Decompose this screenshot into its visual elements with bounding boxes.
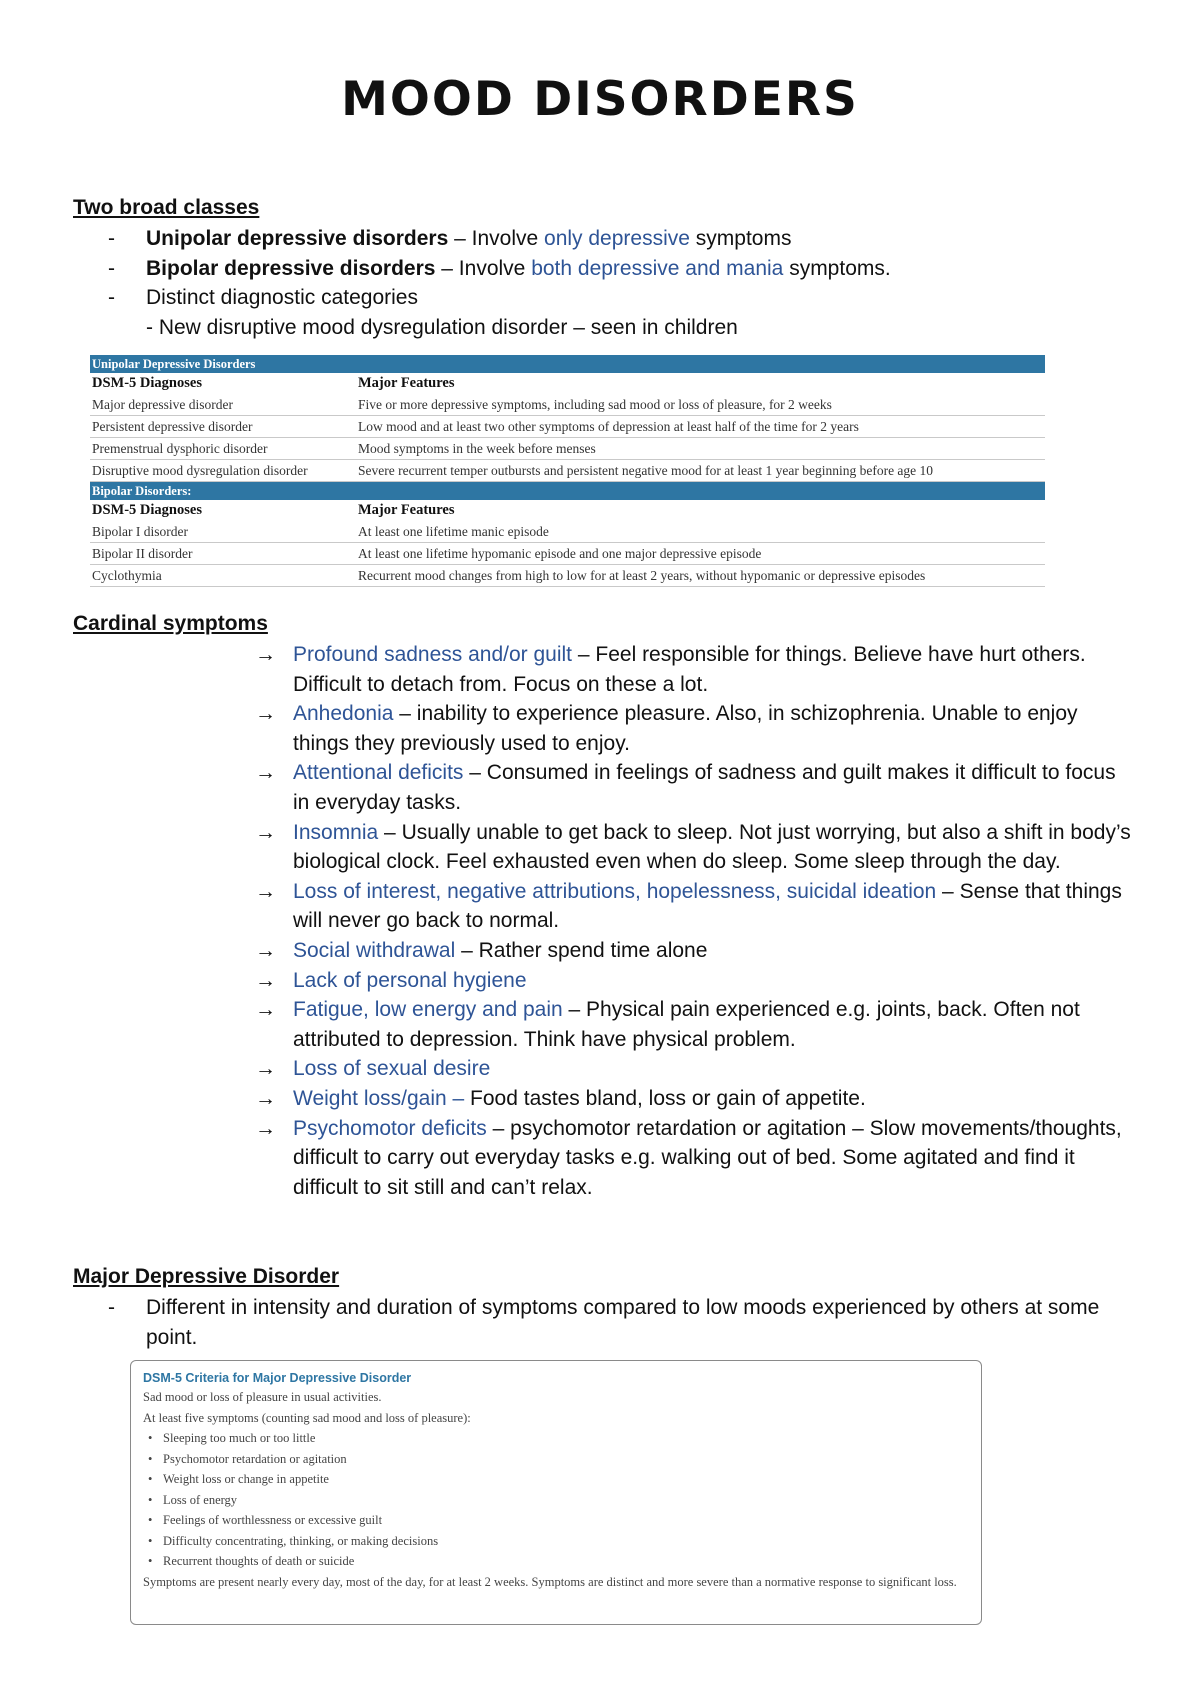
list-item: - Bipolar depressive disorders – Involve both depressive and mania symptoms.	[108, 256, 891, 280]
table-row: Disruptive mood dysregulation disorder Severe recurrent temper outbursts and persistent negative mood for at least 1 year beginning before age 10	[90, 460, 1045, 482]
criteria-line: At least five symptoms (counting sad mood and loss of pleasure):	[143, 1411, 471, 1425]
list-item: → Psychomotor deficits – psychomotor retardation or agitation – Slow movements/thoughts, difficult to carry out everyday tasks e.g. walking out of bed. Some agitated and find it difficult to sit still and can’t relax.	[255, 1114, 1135, 1203]
criteria-line: Sad mood or loss of pleasure in usual activities.	[143, 1390, 382, 1404]
section-heading-cardinal-symptoms: Cardinal symptoms	[73, 612, 268, 635]
list-item: • Loss of energy	[148, 1492, 238, 1507]
arrow-icon: →	[255, 998, 276, 1022]
page-title: MOOD DISORDERS	[341, 72, 859, 127]
arrow-icon: →	[255, 968, 276, 992]
list-item: - Distinct diagnostic categories	[108, 286, 418, 309]
table-band-unipolar: Unipolar Depressive Disorders	[90, 355, 1045, 373]
arrow-icon: →	[255, 1057, 276, 1081]
arrow-icon: →	[255, 879, 276, 903]
table-row: Premenstrual dysphoric disorder Mood symptoms in the week before menses	[90, 438, 1045, 460]
mdd-list	[108, 1293, 1118, 1352]
dsm5-mdd-criteria-box	[130, 1360, 982, 1625]
table-header-row: DSM-5 Diagnoses Major Features	[92, 375, 455, 391]
list-item: • Feelings of worthlessness or excessive guilt	[148, 1513, 383, 1527]
list-item: → Social withdrawal – Rather spend time alone	[255, 936, 1135, 966]
list-item: → Fatigue, low energy and pain – Physical pain experienced e.g. joints, back. Often not attributed to depression. Think have physical problem.	[255, 995, 1135, 1054]
table-band-bipolar: Bipolar Disorders:	[90, 482, 1045, 501]
list-item: • Recurrent thoughts of death or suicide	[148, 1554, 355, 1568]
table-row: Bipolar I disorder At least one lifetime manic episode	[90, 521, 1045, 543]
arrow-icon: →	[255, 702, 276, 726]
list-item: • Psychomotor retardation or agitation	[148, 1451, 347, 1466]
table-header-row: DSM-5 Diagnoses Major Features	[92, 502, 455, 518]
list-item: → Weight loss/gain – Food tastes bland, loss or gain of appetite.	[255, 1084, 1135, 1114]
arrow-icon: →	[255, 820, 276, 844]
list-item: → Attentional deficits – Consumed in feelings of sadness and guilt makes it difficult to focus in everyday tasks.	[255, 758, 1135, 817]
list-item: → Insomnia – Usually unable to get back to sleep. Not just worrying, but also a shift in body’s biological clock. Feel exhausted even when do sleep. Some sleep through the day.	[255, 818, 1135, 877]
dsm5-diagnoses-table	[90, 355, 1045, 587]
criteria-note: Symptoms are present nearly every day, most of the day, for at least 2 weeks. Symptoms are distinct and more severe than a normative response to significant loss.	[143, 1574, 957, 1589]
list-item: → Profound sadness and/or guilt – Feel responsible for things. Believe have hurt others. Difficult to detach from. Focus on these a lot.	[255, 640, 1135, 699]
list-item: • Sleeping too much or too little	[148, 1431, 316, 1445]
table-row: Major depressive disorder Five or more depressive symptoms, including sad mood or loss of pleasure, for 2 weeks	[90, 394, 1045, 416]
section-heading-major-depressive-disorder: Major Depressive Disorder	[73, 1265, 340, 1288]
criteria-title: DSM-5 Criteria for Major Depressive Disorder	[143, 1371, 412, 1385]
list-item: - Unipolar depressive disorders – Involve only depressive symptoms	[108, 227, 792, 250]
criteria-bullet-list	[143, 1428, 969, 1572]
table-row: Persistent depressive disorder Low mood and at least two other symptoms of depression at least half of the time for 2 years	[90, 416, 1045, 438]
arrow-icon: →	[255, 1086, 276, 1110]
list-item: - Different in intensity and duration of symptoms compared to low moods experienced by others at some point.	[108, 1296, 1100, 1349]
arrow-icon: →	[255, 938, 276, 962]
section-heading-two-broad-classes: Two broad classes	[73, 196, 260, 219]
arrow-icon: →	[255, 1116, 276, 1140]
table-row: Bipolar II disorder At least one lifetime hypomanic episode and one major depressive episode	[90, 543, 1045, 565]
arrow-icon: →	[255, 643, 276, 666]
arrow-icon: →	[255, 761, 276, 785]
list-item: → Loss of interest, negative attributions, hopelessness, suicidal ideation – Sense that things will never go back to normal.	[255, 877, 1135, 936]
list-item: → Anhedonia – inability to experience pleasure. Also, in schizophrenia. Unable to enjoy things they previously used to enjoy.	[255, 699, 1135, 758]
list-subitem: - New disruptive mood dysregulation disorder – seen in children	[146, 315, 738, 339]
broad-classes-list	[108, 224, 891, 342]
list-item: → Lack of personal hygiene	[255, 966, 1135, 996]
list-item: • Weight loss or change in appetite	[148, 1472, 329, 1486]
list-item: • Difficulty concentrating, thinking, or making decisions	[148, 1533, 439, 1548]
table-row: Cyclothymia Recurrent mood changes from high to low for at least 2 years, without hypomanic or depressive episodes	[90, 565, 1045, 587]
cardinal-symptoms-list	[255, 640, 1135, 1202]
list-item: → Loss of sexual desire	[255, 1054, 1135, 1084]
